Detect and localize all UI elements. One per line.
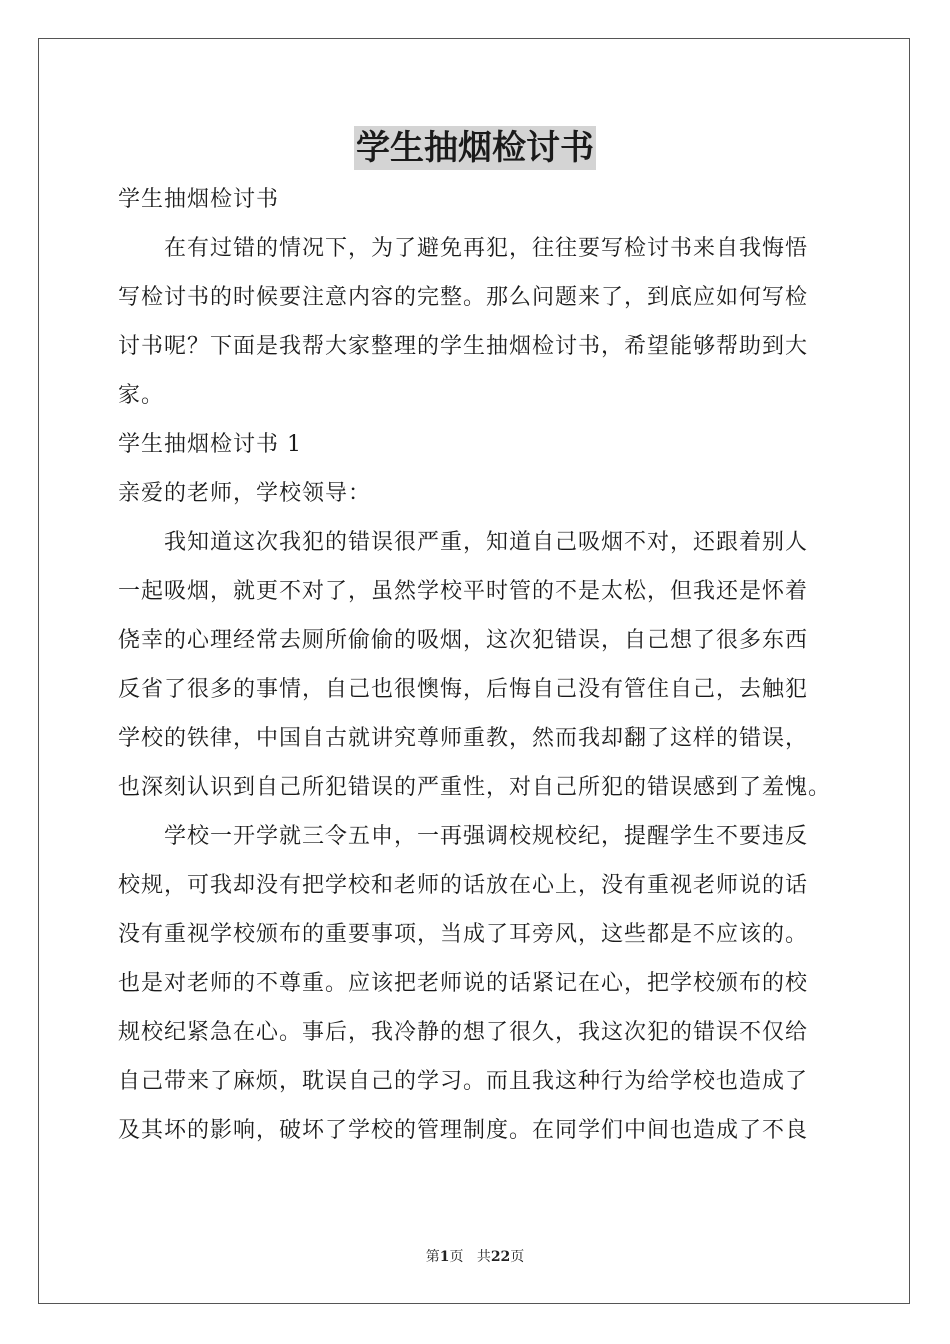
page-current: 1 [439, 1249, 450, 1265]
total-unit: 页 [510, 1249, 525, 1265]
text-line: 学生抽烟检讨书 [118, 187, 280, 212]
text-line: 反省了很多的事情，自己也很懊悔，后悔自己没有管住自己，去触犯 [118, 677, 809, 702]
text-line: 自己带来了麻烦，耽误自己的学习。而且我这种行为给学校也造成了 [118, 1069, 809, 1094]
text-line: 没有重视学校颁布的重要事项，当成了耳旁风，这些都是不应该的。 [118, 922, 809, 947]
text-line: 侥幸的心理经常去厕所偷偷的吸烟，这次犯错误，自己想了很多东西 [118, 628, 809, 653]
text-line: 也是对老师的不尊重。应该把老师说的话紧记在心，把学校颁布的校 [118, 971, 809, 996]
text-line: 亲爱的老师，学校领导： [118, 481, 372, 506]
document-title: 学生抽烟检讨书 [356, 128, 594, 168]
text-line: 一起吸烟，就更不对了，虽然学校平时管的不是太松，但我还是怀着 [118, 579, 809, 604]
text-line: 也深刻认识到自己所犯错误的严重性，对自己所犯的错误感到了羞愧。 [118, 775, 832, 800]
text-line: 及其坏的影响，破坏了学校的管理制度。在同学们中间也造成了不良 [118, 1118, 809, 1143]
text-line: 规校纪紧急在心。事后，我冷静的想了很久，我这次犯的错误不仅给 [118, 1020, 809, 1045]
page-total: 22 [490, 1249, 511, 1265]
text-line: 家。 [118, 383, 165, 408]
text-line: 我知道这次我犯的错误很严重，知道自己吸烟不对，还跟着别人 [164, 530, 809, 555]
page-unit: 页 [449, 1249, 464, 1265]
text-line: 校规，可我却没有把学校和老师的话放在心上，没有重视老师说的话 [118, 873, 809, 898]
document-body [118, 182, 853, 1162]
footer-spacer [463, 1249, 476, 1265]
title-container [0, 126, 950, 170]
text-line: 学生抽烟检讨书 1 [118, 432, 302, 457]
text-line: 写检讨书的时候要注意内容的完整。那么问题来了，到底应如何写检 [118, 285, 809, 310]
page-footer [0, 1248, 950, 1266]
page-prefix: 第 [425, 1249, 440, 1265]
total-prefix: 共 [476, 1249, 491, 1265]
text-line: 学校的铁律，中国自古就讲究尊师重教，然而我却翻了这样的错误， [118, 726, 809, 751]
text-line: 讨书呢？下面是我帮大家整理的学生抽烟检讨书，希望能够帮助到大 [118, 334, 809, 359]
text-line: 学校一开学就三令五申，一再强调校规校纪，提醒学生不要违反 [164, 824, 809, 849]
text-line: 在有过错的情况下，为了避免再犯，往往要写检讨书来自我悔悟 [164, 236, 809, 261]
